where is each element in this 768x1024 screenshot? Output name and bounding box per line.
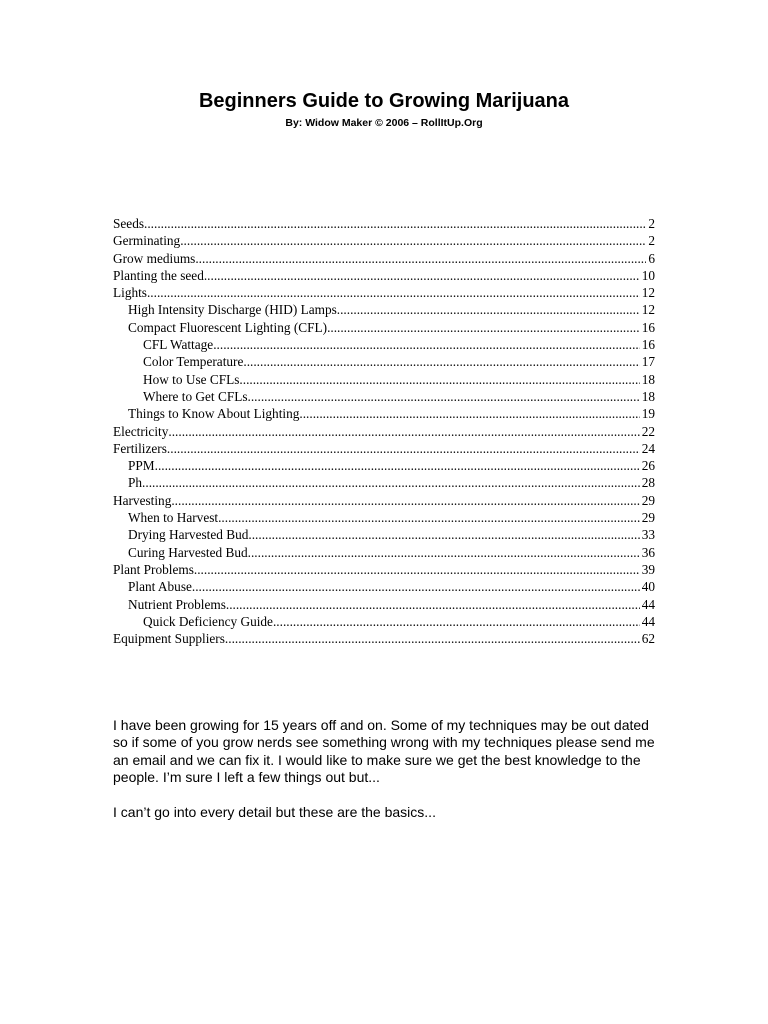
toc-leader-dots xyxy=(155,457,640,474)
toc-leader-dots xyxy=(218,509,640,526)
toc-leader-dots xyxy=(171,492,639,509)
toc-leader-dots xyxy=(144,215,646,232)
toc-entry-page: 19 xyxy=(641,406,655,422)
toc-entry-label: Fertilizers xyxy=(113,440,167,456)
toc-entry[interactable] xyxy=(113,232,655,249)
toc-leader-dots xyxy=(239,371,639,388)
toc-leader-dots xyxy=(248,526,639,543)
toc-entry-label: Nutrient Problems xyxy=(128,596,226,612)
toc-entry[interactable] xyxy=(113,423,655,440)
toc-entry[interactable] xyxy=(113,544,655,561)
toc-entry-label: How to Use CFLs xyxy=(143,371,240,387)
toc-entry[interactable] xyxy=(113,371,655,388)
toc-entry-label: Electricity xyxy=(113,423,169,439)
toc-entry-label: Germinating xyxy=(113,233,181,249)
toc-leader-dots xyxy=(226,596,640,613)
toc-entry[interactable] xyxy=(113,336,655,353)
toc-entry-page: 2 xyxy=(648,233,655,249)
toc-entry[interactable] xyxy=(113,492,655,509)
toc-entry[interactable] xyxy=(113,267,655,284)
intro-paragraph: I have been growing for 15 years off and on. Some of my techniques may be out dated so if some of you grow nerds see something wrong with my techniques please send me an email and we can fix it. I would like to make sure we get the best knowledge to the people. I’m sure I left a few things out but... xyxy=(113,717,655,786)
toc-entry-page: 16 xyxy=(641,319,655,335)
toc-leader-dots xyxy=(213,336,639,353)
toc-leader-dots xyxy=(194,561,640,578)
toc-entry-label: Plant Problems xyxy=(113,561,194,577)
document-title: Beginners Guide to Growing Marijuana xyxy=(198,90,570,112)
toc-entry[interactable] xyxy=(113,457,655,474)
toc-entry-page: 16 xyxy=(641,337,655,353)
toc-leader-dots xyxy=(273,613,640,630)
toc-entry-label: Drying Harvested Bud xyxy=(128,527,249,543)
toc-leader-dots xyxy=(225,630,640,647)
toc-entry-page: 24 xyxy=(641,440,655,456)
toc-entry-page: 6 xyxy=(648,250,655,266)
toc-leader-dots xyxy=(248,544,640,561)
toc-entry-page: 44 xyxy=(641,613,655,629)
toc-entry-label: Ph xyxy=(128,475,143,491)
toc-entry-page: 17 xyxy=(641,354,655,370)
toc-entry[interactable] xyxy=(113,405,655,422)
toc-leader-dots xyxy=(248,388,640,405)
toc-entry[interactable] xyxy=(113,440,655,457)
toc-entry-page: 10 xyxy=(641,267,655,283)
toc-entry-page: 29 xyxy=(641,492,655,508)
toc-entry-label: Grow mediums xyxy=(113,250,196,266)
toc-entry[interactable] xyxy=(113,353,655,370)
toc-leader-dots xyxy=(204,267,640,284)
toc-entry-page: 29 xyxy=(641,510,655,526)
toc-entry[interactable] xyxy=(113,215,655,232)
toc-entry[interactable] xyxy=(113,561,655,578)
toc-entry-page: 33 xyxy=(641,527,655,543)
toc-entry-page: 40 xyxy=(641,579,655,595)
toc-entry-label: Quick Deficiency Guide xyxy=(143,613,273,629)
toc-entry-label: Planting the seed xyxy=(113,267,204,283)
toc-entry-label: High Intensity Discharge (HID) Lamps xyxy=(128,302,337,318)
toc-entry[interactable] xyxy=(113,250,655,267)
toc-entry-page: 18 xyxy=(641,388,655,404)
toc-entry-page: 12 xyxy=(641,302,655,318)
toc-entry-page: 26 xyxy=(641,458,655,474)
toc-entry-page: 28 xyxy=(641,475,655,491)
toc-entry[interactable] xyxy=(113,596,655,613)
toc-entry-page: 62 xyxy=(641,631,655,647)
intro-text xyxy=(113,717,658,839)
toc-entry-page: 18 xyxy=(641,371,655,387)
toc-leader-dots xyxy=(168,423,639,440)
toc-entry-label: Things to Know About Lighting xyxy=(128,406,300,422)
document-byline: By: Widow Maker © 2006 – RollItUp.Org xyxy=(285,117,483,129)
toc-entry[interactable] xyxy=(113,474,655,491)
intro-paragraph: I can’t go into every detail but these are the basics... xyxy=(113,804,436,821)
table-of-contents xyxy=(113,215,655,647)
toc-entry-label: When to Harvest xyxy=(128,510,219,526)
toc-leader-dots xyxy=(327,319,640,336)
toc-leader-dots xyxy=(142,474,640,491)
toc-leader-dots xyxy=(299,405,639,422)
toc-entry[interactable] xyxy=(113,388,655,405)
toc-entry-label: Curing Harvested Bud xyxy=(128,544,248,560)
toc-entry-page: 39 xyxy=(641,561,655,577)
toc-entry-label: Seeds xyxy=(113,216,145,231)
toc-entry-page: 22 xyxy=(641,423,655,439)
toc-entry-label: PPM xyxy=(128,458,155,474)
toc-entry-page: 36 xyxy=(641,544,655,560)
toc-entry-label: Plant Abuse xyxy=(128,579,192,595)
toc-entry-page: 2 xyxy=(648,216,655,231)
toc-entry[interactable] xyxy=(113,526,655,543)
toc-entry-label: Lights xyxy=(113,285,147,301)
toc-entry-label: Color Temperature xyxy=(143,354,244,370)
toc-entry-page: 12 xyxy=(641,285,655,301)
toc-entry[interactable] xyxy=(113,578,655,595)
toc-leader-dots xyxy=(147,284,640,301)
toc-leader-dots xyxy=(167,440,640,457)
toc-leader-dots xyxy=(192,578,640,595)
toc-entry[interactable] xyxy=(113,509,655,526)
toc-entry-label: CFL Wattage xyxy=(143,337,214,353)
toc-leader-dots xyxy=(243,353,639,370)
toc-entry[interactable] xyxy=(113,613,655,630)
toc-entry[interactable] xyxy=(113,319,655,336)
toc-entry-label: Equipment Suppliers xyxy=(113,631,225,647)
toc-entry-label: Harvesting xyxy=(113,492,172,508)
toc-leader-dots xyxy=(180,232,646,249)
toc-entry-label: Where to Get CFLs xyxy=(143,388,248,404)
toc-entry[interactable] xyxy=(113,630,655,647)
toc-leader-dots xyxy=(337,301,640,318)
toc-entry[interactable] xyxy=(113,284,655,301)
toc-entry-page: 44 xyxy=(641,596,655,612)
toc-entry-label: Compact Fluorescent Lighting (CFL) xyxy=(128,319,328,335)
toc-leader-dots xyxy=(195,250,646,267)
toc-entry[interactable] xyxy=(113,301,655,318)
